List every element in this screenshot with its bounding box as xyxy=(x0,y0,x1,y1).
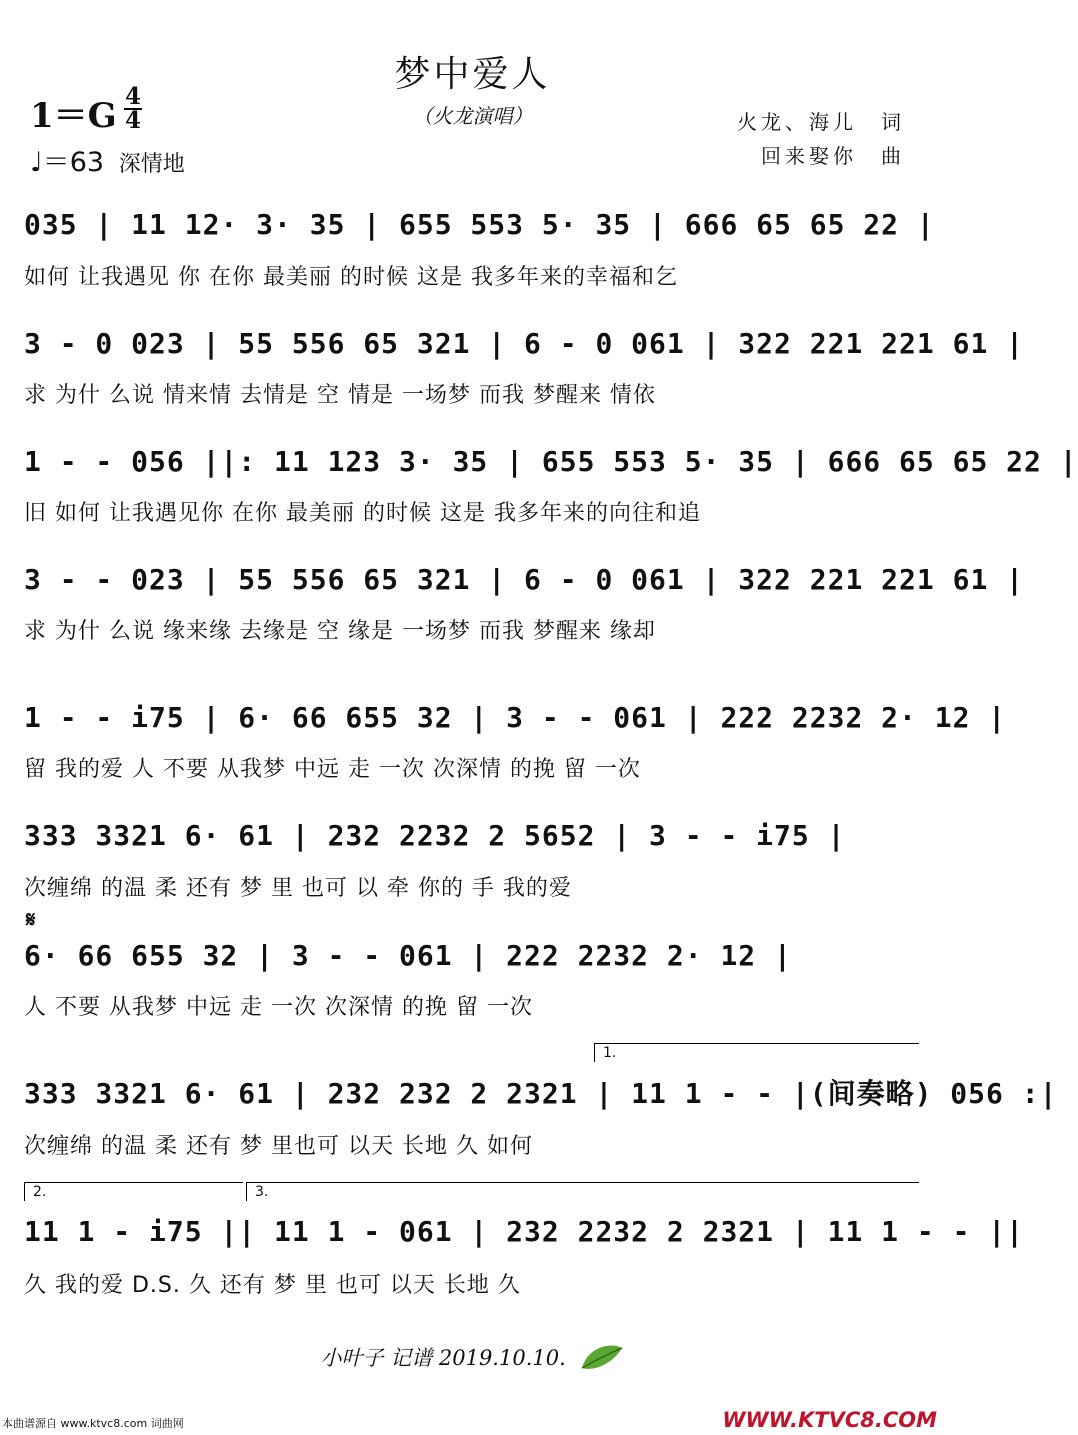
time-signature-bottom: 4 xyxy=(124,107,141,134)
notation-line-5: 1 - - i75 | 6· 66 655 32 | 3 - - 061 | 222 2232 2· 12 | xyxy=(24,701,1007,734)
notation-line-8: 333 3321 6· 61 | 232 232 2 2321 | 11 1 - - |(间奏略) 056 :| xyxy=(24,1077,1058,1110)
lyrics-line-8: 次缠绵 的温 柔 还有 梦 里也可 以天 长地 久 如何 xyxy=(24,1134,533,1159)
notation-line-6: 333 3321 6· 61 | 232 2232 2 5652 | 3 - - i75 | xyxy=(24,819,846,852)
lyrics-line-1: 如何 让我遇见 你 在你 最美丽 的时候 这是 我多年来的幸福和乞 xyxy=(24,265,678,290)
first-ending-label: 1. xyxy=(603,1045,617,1061)
tempo-value: ♩＝63 xyxy=(30,147,105,178)
lyrics-line-7: 人 不要 从我梦 中远 走 一次 次深情 的挽 留 一次 xyxy=(24,995,533,1020)
performer-note: （火龙演唱） xyxy=(412,104,533,128)
time-signature-top: 4 xyxy=(124,83,141,110)
notation-line-1: 035 | 11 12· 3· 35 | 655 553 5· 35 | 666 65 65 22 | xyxy=(24,208,935,241)
second-ending-label: 2. xyxy=(33,1184,47,1200)
notation-line-7: 6· 66 655 32 | 3 - - 061 | 222 2232 2· 12 | xyxy=(24,939,792,972)
lyricist-credit: 火龙、海儿 词 xyxy=(737,110,905,134)
key-signature: 1＝G xyxy=(30,96,117,136)
first-ending-bracket xyxy=(594,1043,919,1062)
composer-credit: 回来娶你 曲 xyxy=(761,144,905,168)
notation-line-3: 1 - - 056 ||: 11 123 3· 35 | 655 553 5· 35 | 666 65 65 22 | xyxy=(24,445,1078,478)
second-ending-bracket xyxy=(24,1182,243,1201)
third-ending-bracket xyxy=(246,1182,919,1201)
transcriber-credit xyxy=(0,1342,945,1377)
tempo-marking xyxy=(30,140,185,179)
expression-marking: 深情地 xyxy=(118,152,185,177)
lyrics-line-6: 次缠绵 的温 柔 还有 梦 里 也可 以 牵 你的 手 我的爱 xyxy=(24,876,572,901)
notation-line-2: 3 - 0 023 | 55 556 65 321 | 6 - 0 061 | 322 221 221 61 | xyxy=(24,327,1025,360)
transcriber-text: 小叶子 记谱 2019.10.10. xyxy=(320,1346,566,1370)
lyrics-line-9: 久 我的爱 D.S. 久 还有 梦 里 也可 以天 长地 久 xyxy=(24,1273,521,1298)
lyrics-line-3: 旧 如何 让我遇见你 在你 最美丽 的时候 这是 我多年来的向往和追 xyxy=(24,501,701,526)
page-title: 梦中爱人 xyxy=(394,54,551,95)
leaf-icon xyxy=(578,1342,624,1377)
notation-line-4: 3 - - 023 | 55 556 65 321 | 6 - 0 061 | 322 221 221 61 | xyxy=(24,563,1025,596)
notation-line-9: 11 1 - i75 || 11 1 - 061 | 232 2232 2 2321 | 11 1 - - || xyxy=(24,1215,1025,1248)
lyrics-line-2: 求 为什 么说 情来情 去情是 空 情是 一场梦 而我 梦醒来 情依 xyxy=(24,383,656,408)
time-signature xyxy=(124,83,142,134)
segno-mark: 𝄋 xyxy=(26,908,36,933)
source-note: 本曲谱源自 www.ktvc8.com 词曲网 xyxy=(2,1417,184,1430)
third-ending-label: 3. xyxy=(255,1184,269,1200)
site-watermark: WWW.KTVC8.COM xyxy=(722,1408,937,1432)
lyrics-line-5: 留 我的爱 人 不要 从我梦 中远 走 一次 次深情 的挽 留 一次 xyxy=(24,757,641,782)
lyrics-line-4: 求 为什 么说 缘来缘 去缘是 空 缘是 一场梦 而我 梦醒来 缘却 xyxy=(24,619,656,644)
